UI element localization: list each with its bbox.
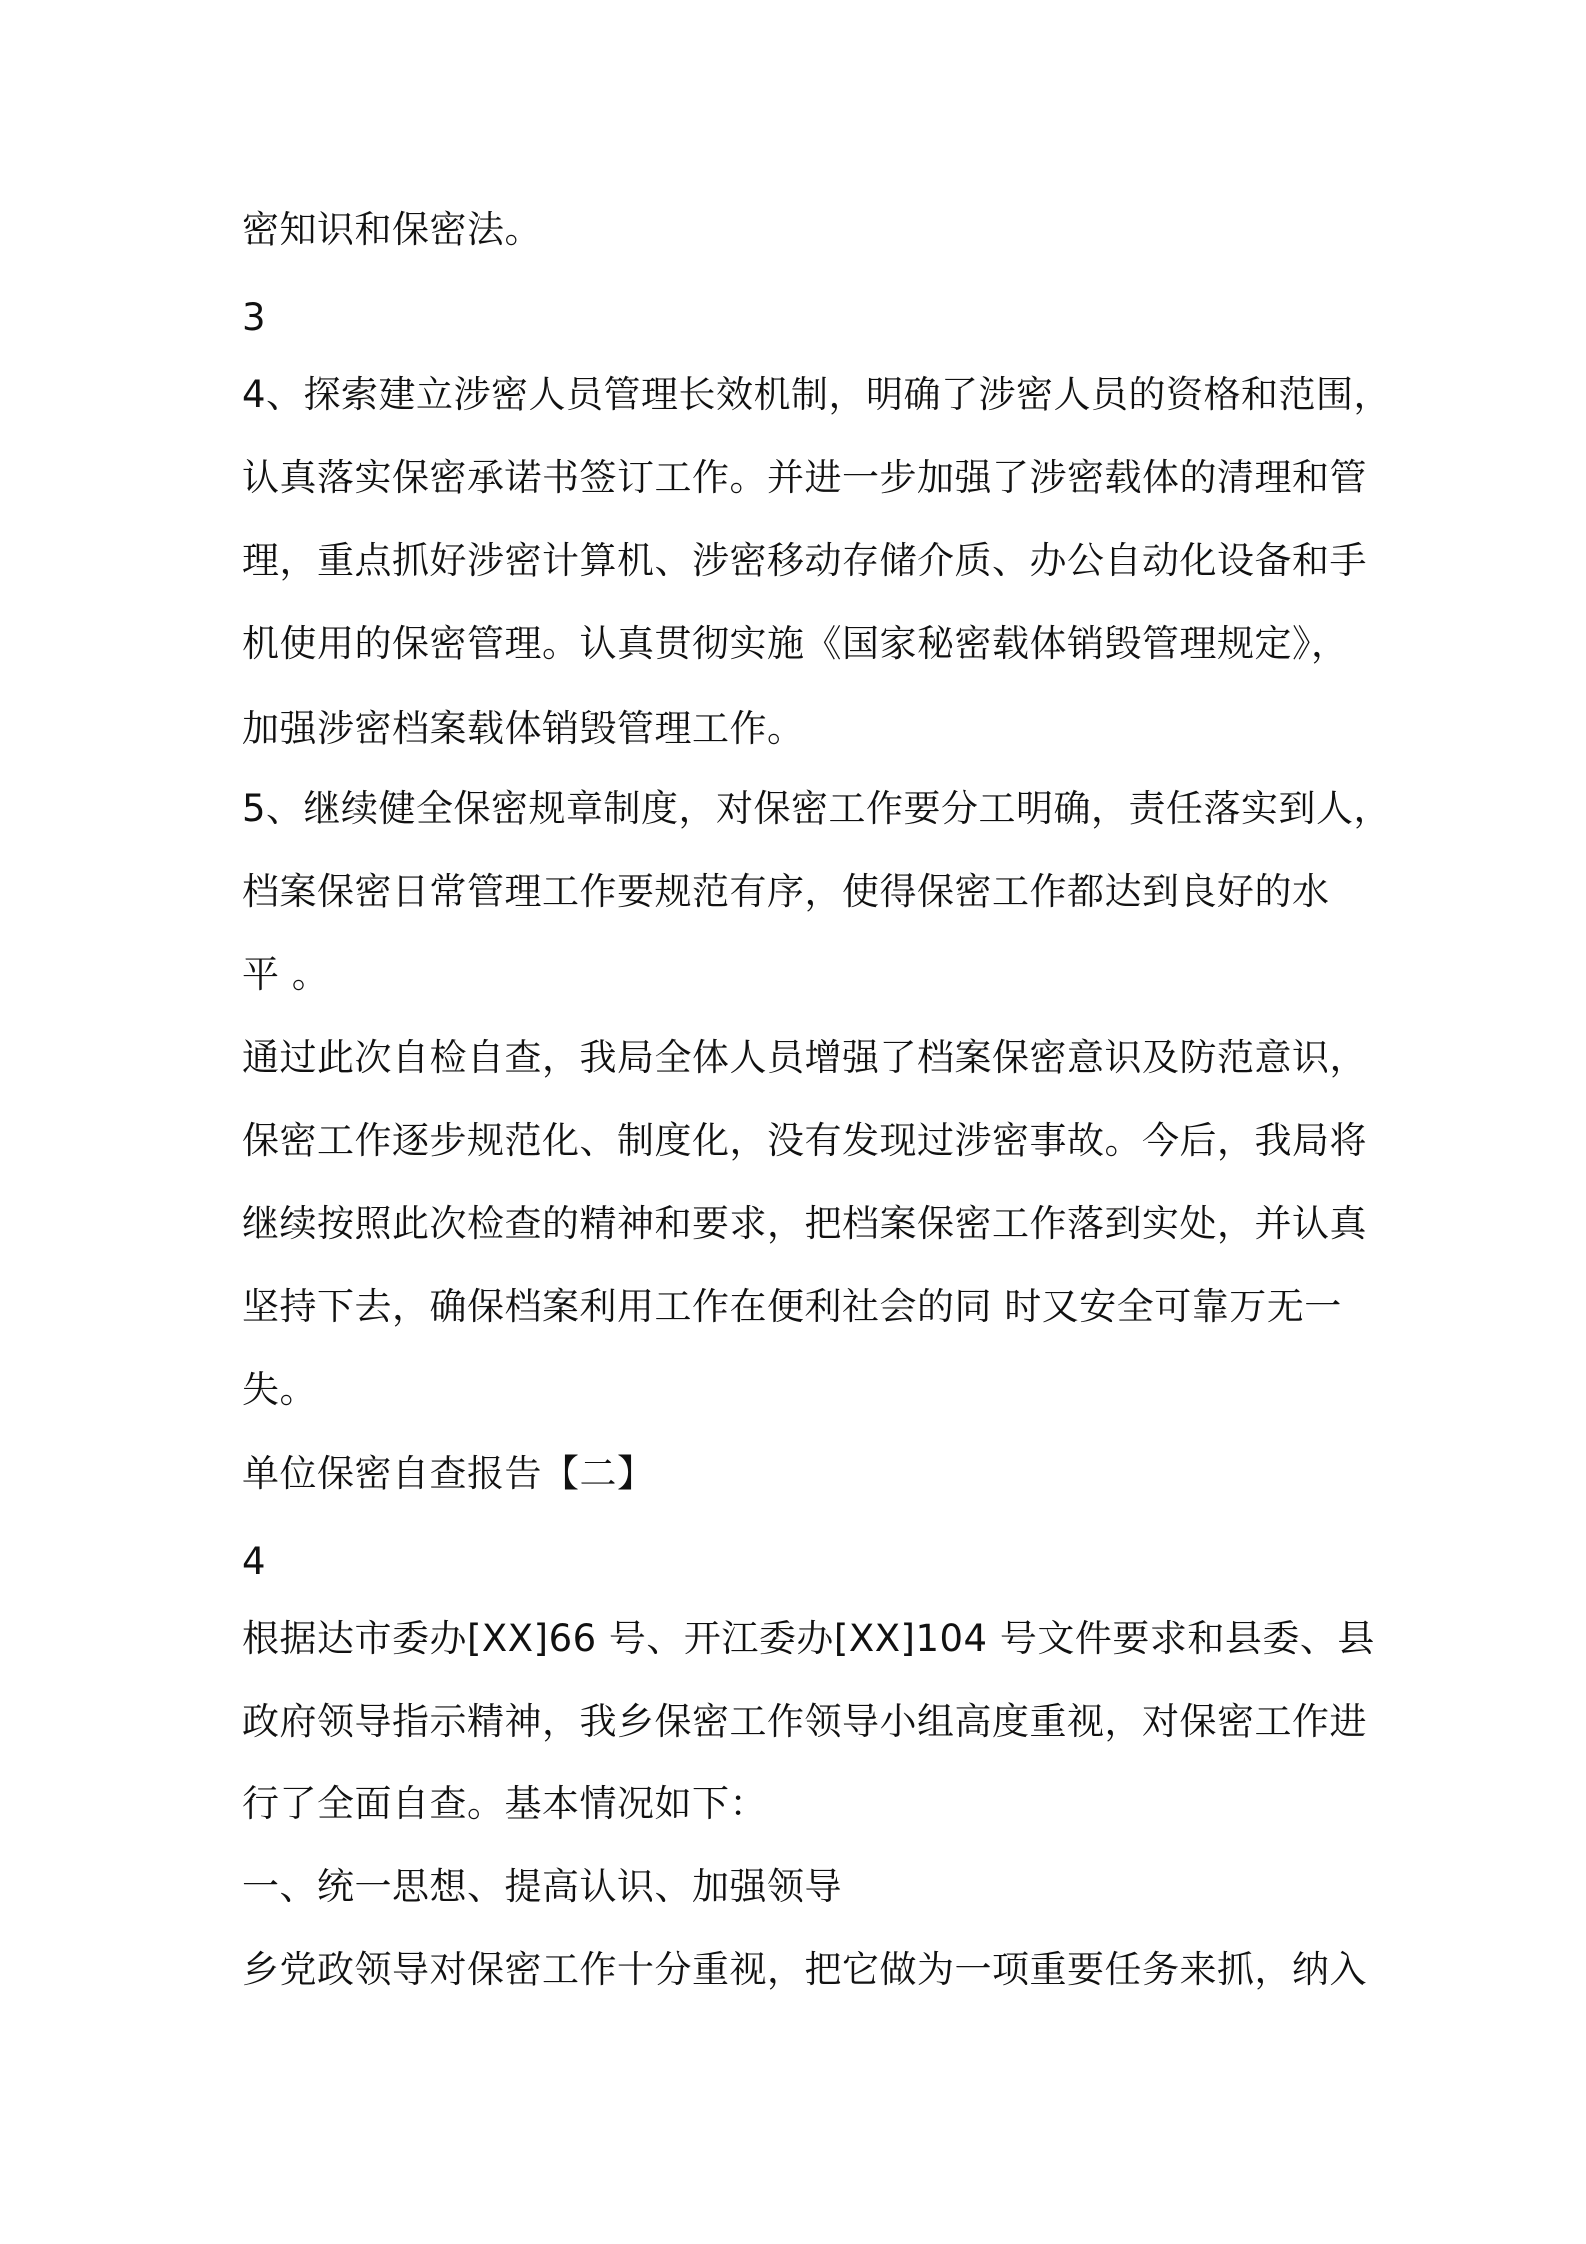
page-number: 4 <box>242 1540 267 1583</box>
text-line: 根据达市委办[XX]66 号、开江委办[XX]104 号文件要求和县委、县 <box>242 1617 1375 1660</box>
text-line: 5、继续健全保密规章制度，对保密工作要分工明确，责任落实到人， <box>242 787 1392 830</box>
section-heading: 单位保密自查报告【二】 <box>242 1452 655 1495</box>
text-line: 密知识和保密法。 <box>242 208 542 251</box>
text-line: 加强涉密档案载体销毁管理工作。 <box>242 707 805 750</box>
text-line: 认真落实保密承诺书签订工作。并进一步加强了涉密载体的清理和管 <box>242 456 1367 499</box>
text-line: 失。 <box>242 1368 317 1411</box>
text-line: 档案保密日常管理工作要规范有序，使得保密工作都达到良好的水 <box>242 870 1330 913</box>
text-line: 政府领导指示精神，我乡保密工作领导小组高度重视，对保密工作进 <box>242 1700 1367 1743</box>
text-line: 乡党政领导对保密工作十分重视，把它做为一项重要任务来抓，纳入 <box>242 1948 1367 1991</box>
text-line: 理，重点抓好涉密计算机、涉密移动存储介质、办公自动化设备和手 <box>242 539 1367 582</box>
subheading: 一、统一思想、提高认识、加强领导 <box>242 1865 842 1908</box>
text-line: 机使用的保密管理。认真贯彻实施《国家秘密载体销毁管理规定》， <box>242 622 1349 665</box>
text-line: 4、探索建立涉密人员管理长效机制，明确了涉密人员的资格和范围， <box>242 373 1392 416</box>
page-number: 3 <box>242 296 267 339</box>
text-line: 行了全面自查。基本情况如下： <box>242 1782 767 1825</box>
text-line: 保密工作逐步规范化、制度化，没有发现过涉密事故。今后，我局将 <box>242 1119 1367 1162</box>
text-line: 坚持下去，确保档案利用工作在便利社会的同 时又安全可靠万无一 <box>242 1285 1342 1328</box>
text-line: 继续按照此次检查的精神和要求，把档案保密工作落到实处，并认真 <box>242 1202 1367 1245</box>
text-line: 通过此次自检自查，我局全体人员增强了档案保密意识及防范意识， <box>242 1036 1367 1079</box>
text-line: 平 。 <box>242 953 330 996</box>
